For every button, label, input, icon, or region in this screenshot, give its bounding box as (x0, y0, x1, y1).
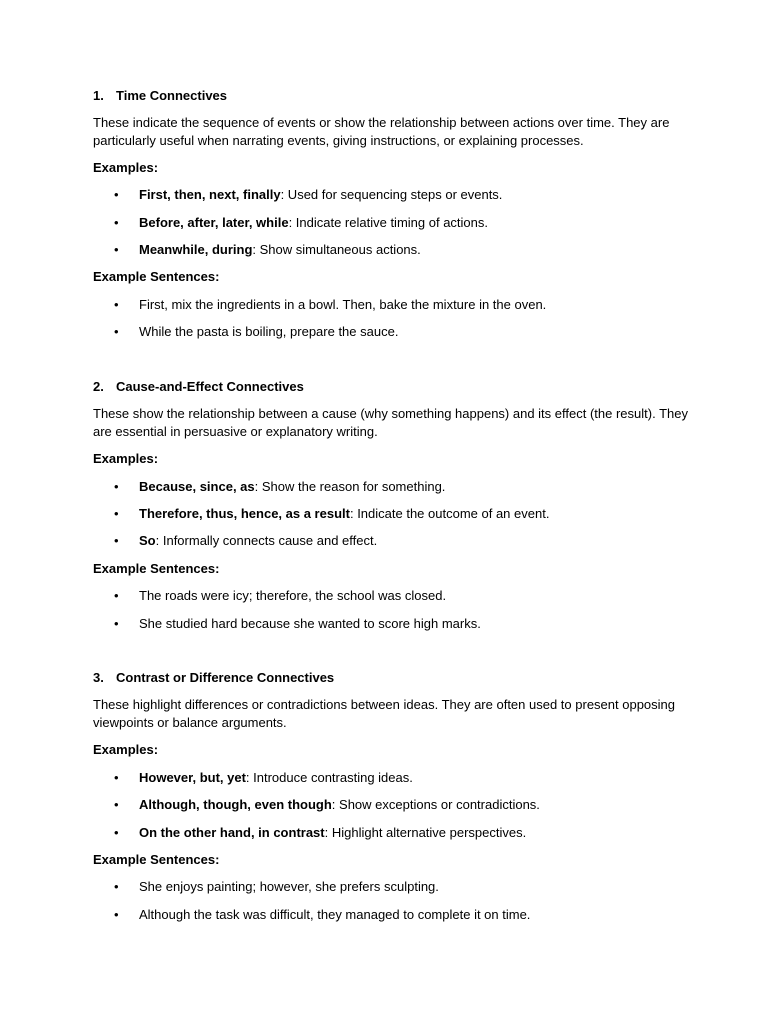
example-sentences-label: Example Sentences: (93, 269, 220, 284)
example-desc: : Show the reason for something. (254, 479, 446, 494)
bullet-icon: • (114, 297, 119, 312)
example-term: Because, since, as (139, 479, 255, 494)
bullet-icon: • (114, 242, 119, 257)
examples-label: Examples: (93, 451, 159, 466)
bullet-icon: • (114, 616, 119, 631)
example-desc: : Show simultaneous actions. (252, 242, 421, 257)
example-desc: : Used for sequencing steps or events. (280, 187, 503, 202)
example-term: Before, after, later, while (139, 215, 289, 230)
example-desc: : Indicate the outcome of an event. (349, 506, 550, 521)
section-heading (93, 669, 334, 687)
example-term: However, but, yet (139, 770, 246, 785)
bullet-icon: • (114, 879, 119, 894)
example-term: Therefore, thus, hence, as a result (139, 506, 350, 521)
example-desc: : Informally connects cause and effect. (155, 533, 378, 548)
example-term: So (139, 533, 156, 548)
example-sentence: She studied hard because she wanted to score high marks. (139, 616, 481, 631)
example-sentences-label: Example Sentences: (93, 852, 220, 867)
example-desc: : Introduce contrasting ideas. (245, 770, 413, 785)
bullet-icon: • (114, 907, 119, 922)
section-title: Cause-and-Effect Connectives (116, 379, 304, 394)
bullet-icon: • (114, 506, 119, 521)
bullet-icon: • (114, 215, 119, 230)
section-description: These indicate the sequence of events or show the relationship between actions over time. They are particularly useful when narrating events, giving instructions, or explaining processes. (93, 115, 670, 148)
bullet-icon: • (114, 533, 119, 548)
example-sentence: First, mix the ingredients in a bowl. Then, bake the mixture in the oven. (139, 297, 547, 312)
section-title: Contrast or Difference Connectives (116, 670, 335, 685)
section-number: 2. (93, 379, 104, 394)
example-sentence: While the pasta is boiling, prepare the sauce. (139, 324, 399, 339)
bullet-icon: • (114, 187, 119, 202)
example-term: Although, though, even though (139, 797, 332, 812)
bullet-icon: • (114, 588, 119, 603)
example-desc: : Indicate relative timing of actions. (288, 215, 488, 230)
example-term: First, then, next, finally (139, 187, 281, 202)
example-sentence: Although the task was difficult, they managed to complete it on time. (139, 907, 531, 922)
example-desc: : Highlight alternative perspectives. (324, 825, 527, 840)
example-term: Meanwhile, during (139, 242, 253, 257)
examples-label: Examples: (93, 742, 159, 757)
bullet-icon: • (114, 797, 119, 812)
section-description: These show the relationship between a cause (why something happens) and its effect (the result). They are essential in persuasive or explanatory writing. (93, 406, 688, 439)
section-heading (93, 87, 227, 105)
section-title: Time Connectives (116, 88, 228, 103)
example-desc: : Show exceptions or contradictions. (331, 797, 540, 812)
section-number: 3. (93, 670, 104, 685)
example-sentence: She enjoys painting; however, she prefers sculpting. (139, 879, 439, 894)
example-term: On the other hand, in contrast (139, 825, 325, 840)
section-description: These highlight differences or contradictions between ideas. They are often used to present opposing viewpoints or balance arguments. (93, 697, 676, 730)
section-heading (93, 378, 304, 396)
example-sentences-label: Example Sentences: (93, 561, 220, 576)
bullet-icon: • (114, 324, 119, 339)
bullet-icon: • (114, 825, 119, 840)
bullet-icon: • (114, 770, 119, 785)
bullet-icon: • (114, 479, 119, 494)
example-sentence: The roads were icy; therefore, the school was closed. (139, 588, 447, 603)
examples-label: Examples: (93, 160, 159, 175)
section-number: 1. (93, 88, 104, 103)
